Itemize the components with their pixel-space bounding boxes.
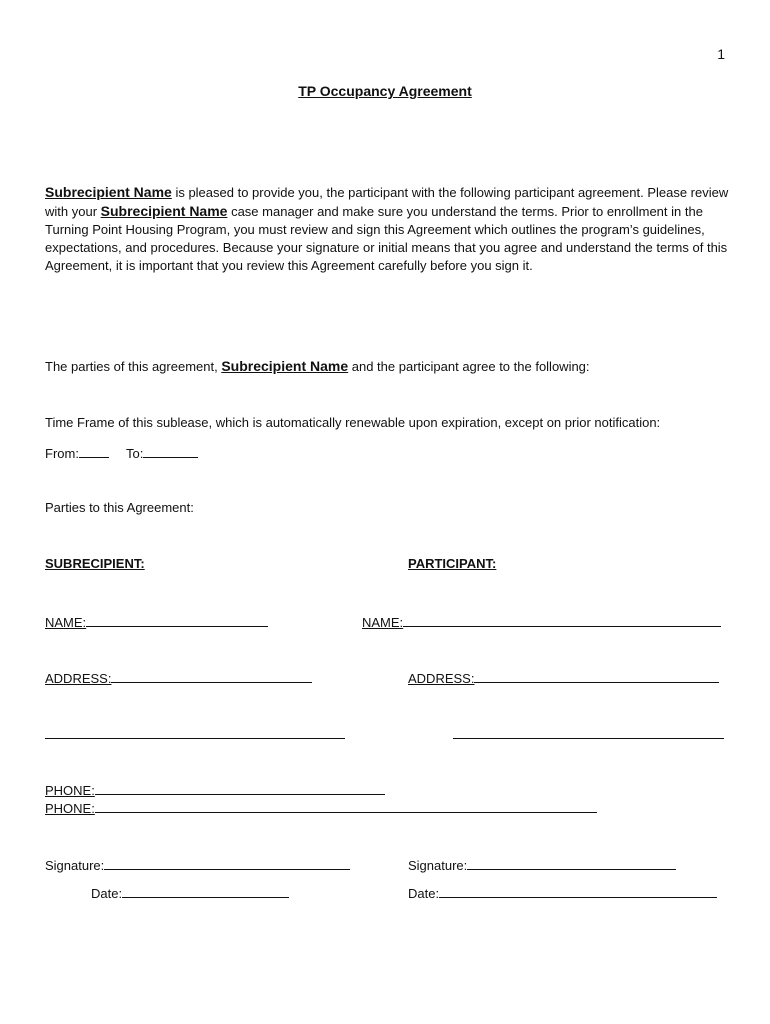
participant-address-line-2[interactable] bbox=[453, 738, 724, 739]
subrecipient-signature-row bbox=[45, 856, 350, 873]
subrecipient-address-line-2[interactable] bbox=[45, 738, 345, 739]
subrecipient-date-row bbox=[91, 884, 289, 901]
participant-date-row bbox=[408, 884, 717, 901]
from-field[interactable] bbox=[79, 444, 109, 458]
participant-phone-label: PHONE: bbox=[45, 801, 95, 816]
participant-signature-label: Signature: bbox=[408, 858, 468, 873]
to-field[interactable] bbox=[143, 444, 198, 458]
time-frame-fields bbox=[45, 444, 198, 461]
participant-address-field[interactable] bbox=[474, 669, 719, 683]
subrecipient-date-field[interactable] bbox=[122, 884, 289, 898]
subrecipient-signature-field[interactable] bbox=[104, 856, 350, 870]
subrecipient-date-label: Date: bbox=[91, 886, 123, 901]
participant-address-label: ADDRESS: bbox=[408, 671, 475, 686]
participant-signature-row bbox=[408, 856, 676, 873]
participant-phone-field[interactable] bbox=[95, 799, 597, 813]
time-frame-text: Time Frame of this sublease, which is automatically renewable upon expiration, except on prior notification: bbox=[45, 415, 661, 430]
subrecipient-name-row bbox=[45, 613, 268, 630]
to-label: To: bbox=[125, 446, 144, 461]
participant-address-row bbox=[408, 669, 719, 686]
parties-heading: Parties to this Agreement: bbox=[45, 500, 194, 515]
parties-sentence bbox=[45, 358, 590, 374]
intro-text-2: case manager and make sure you understand the terms. Prior to enrollment in the Turning Point Housing Program, you must review and sign this Agreement which outlines the program’s guidelines, expectations, and procedures. Because your signature or initial means that you agree and understand the terms of this Agreement, it is important that you review this Agreement carefully before you sign it. bbox=[45, 204, 728, 273]
subrecipient-name-label: NAME: bbox=[45, 615, 87, 630]
participant-date-field[interactable] bbox=[439, 884, 717, 898]
from-label: From: bbox=[45, 446, 79, 461]
participant-name-row bbox=[362, 613, 721, 630]
parties-sentence-before: The parties of this agreement, bbox=[45, 359, 222, 374]
participant-heading: PARTICIPANT: bbox=[408, 556, 497, 571]
subrecipient-address-row bbox=[45, 669, 312, 686]
subrecipient-name-3: Subrecipient Name bbox=[221, 358, 349, 374]
subrecipient-name-field[interactable] bbox=[86, 613, 268, 627]
subrecipient-signature-label: Signature: bbox=[45, 858, 105, 873]
subrecipient-phone-field[interactable] bbox=[95, 781, 385, 795]
subrecipient-phone-row bbox=[45, 781, 385, 798]
subrecipient-name-1: Subrecipient Name bbox=[45, 184, 172, 200]
participant-name-label: NAME: bbox=[362, 615, 404, 630]
participant-name-field[interactable] bbox=[403, 613, 721, 627]
subrecipient-name-2: Subrecipient Name bbox=[100, 203, 228, 219]
subrecipient-phone-label: PHONE: bbox=[45, 783, 95, 798]
page-number: 1 bbox=[717, 46, 725, 62]
participant-phone-row bbox=[45, 799, 597, 816]
document-title: TP Occupancy Agreement bbox=[298, 83, 472, 99]
intro-paragraph bbox=[45, 183, 735, 275]
parties-sentence-after: and the participant agree to the following: bbox=[348, 359, 590, 374]
subrecipient-heading: SUBRECIPIENT: bbox=[45, 556, 145, 571]
subrecipient-address-field[interactable] bbox=[111, 669, 312, 683]
participant-signature-field[interactable] bbox=[467, 856, 676, 870]
subrecipient-address-label: ADDRESS: bbox=[45, 671, 112, 686]
participant-date-label: Date: bbox=[408, 886, 440, 901]
intro-text-1: is pleased to provide you, the participant with the following participant agreement. Please review with your bbox=[45, 185, 729, 219]
